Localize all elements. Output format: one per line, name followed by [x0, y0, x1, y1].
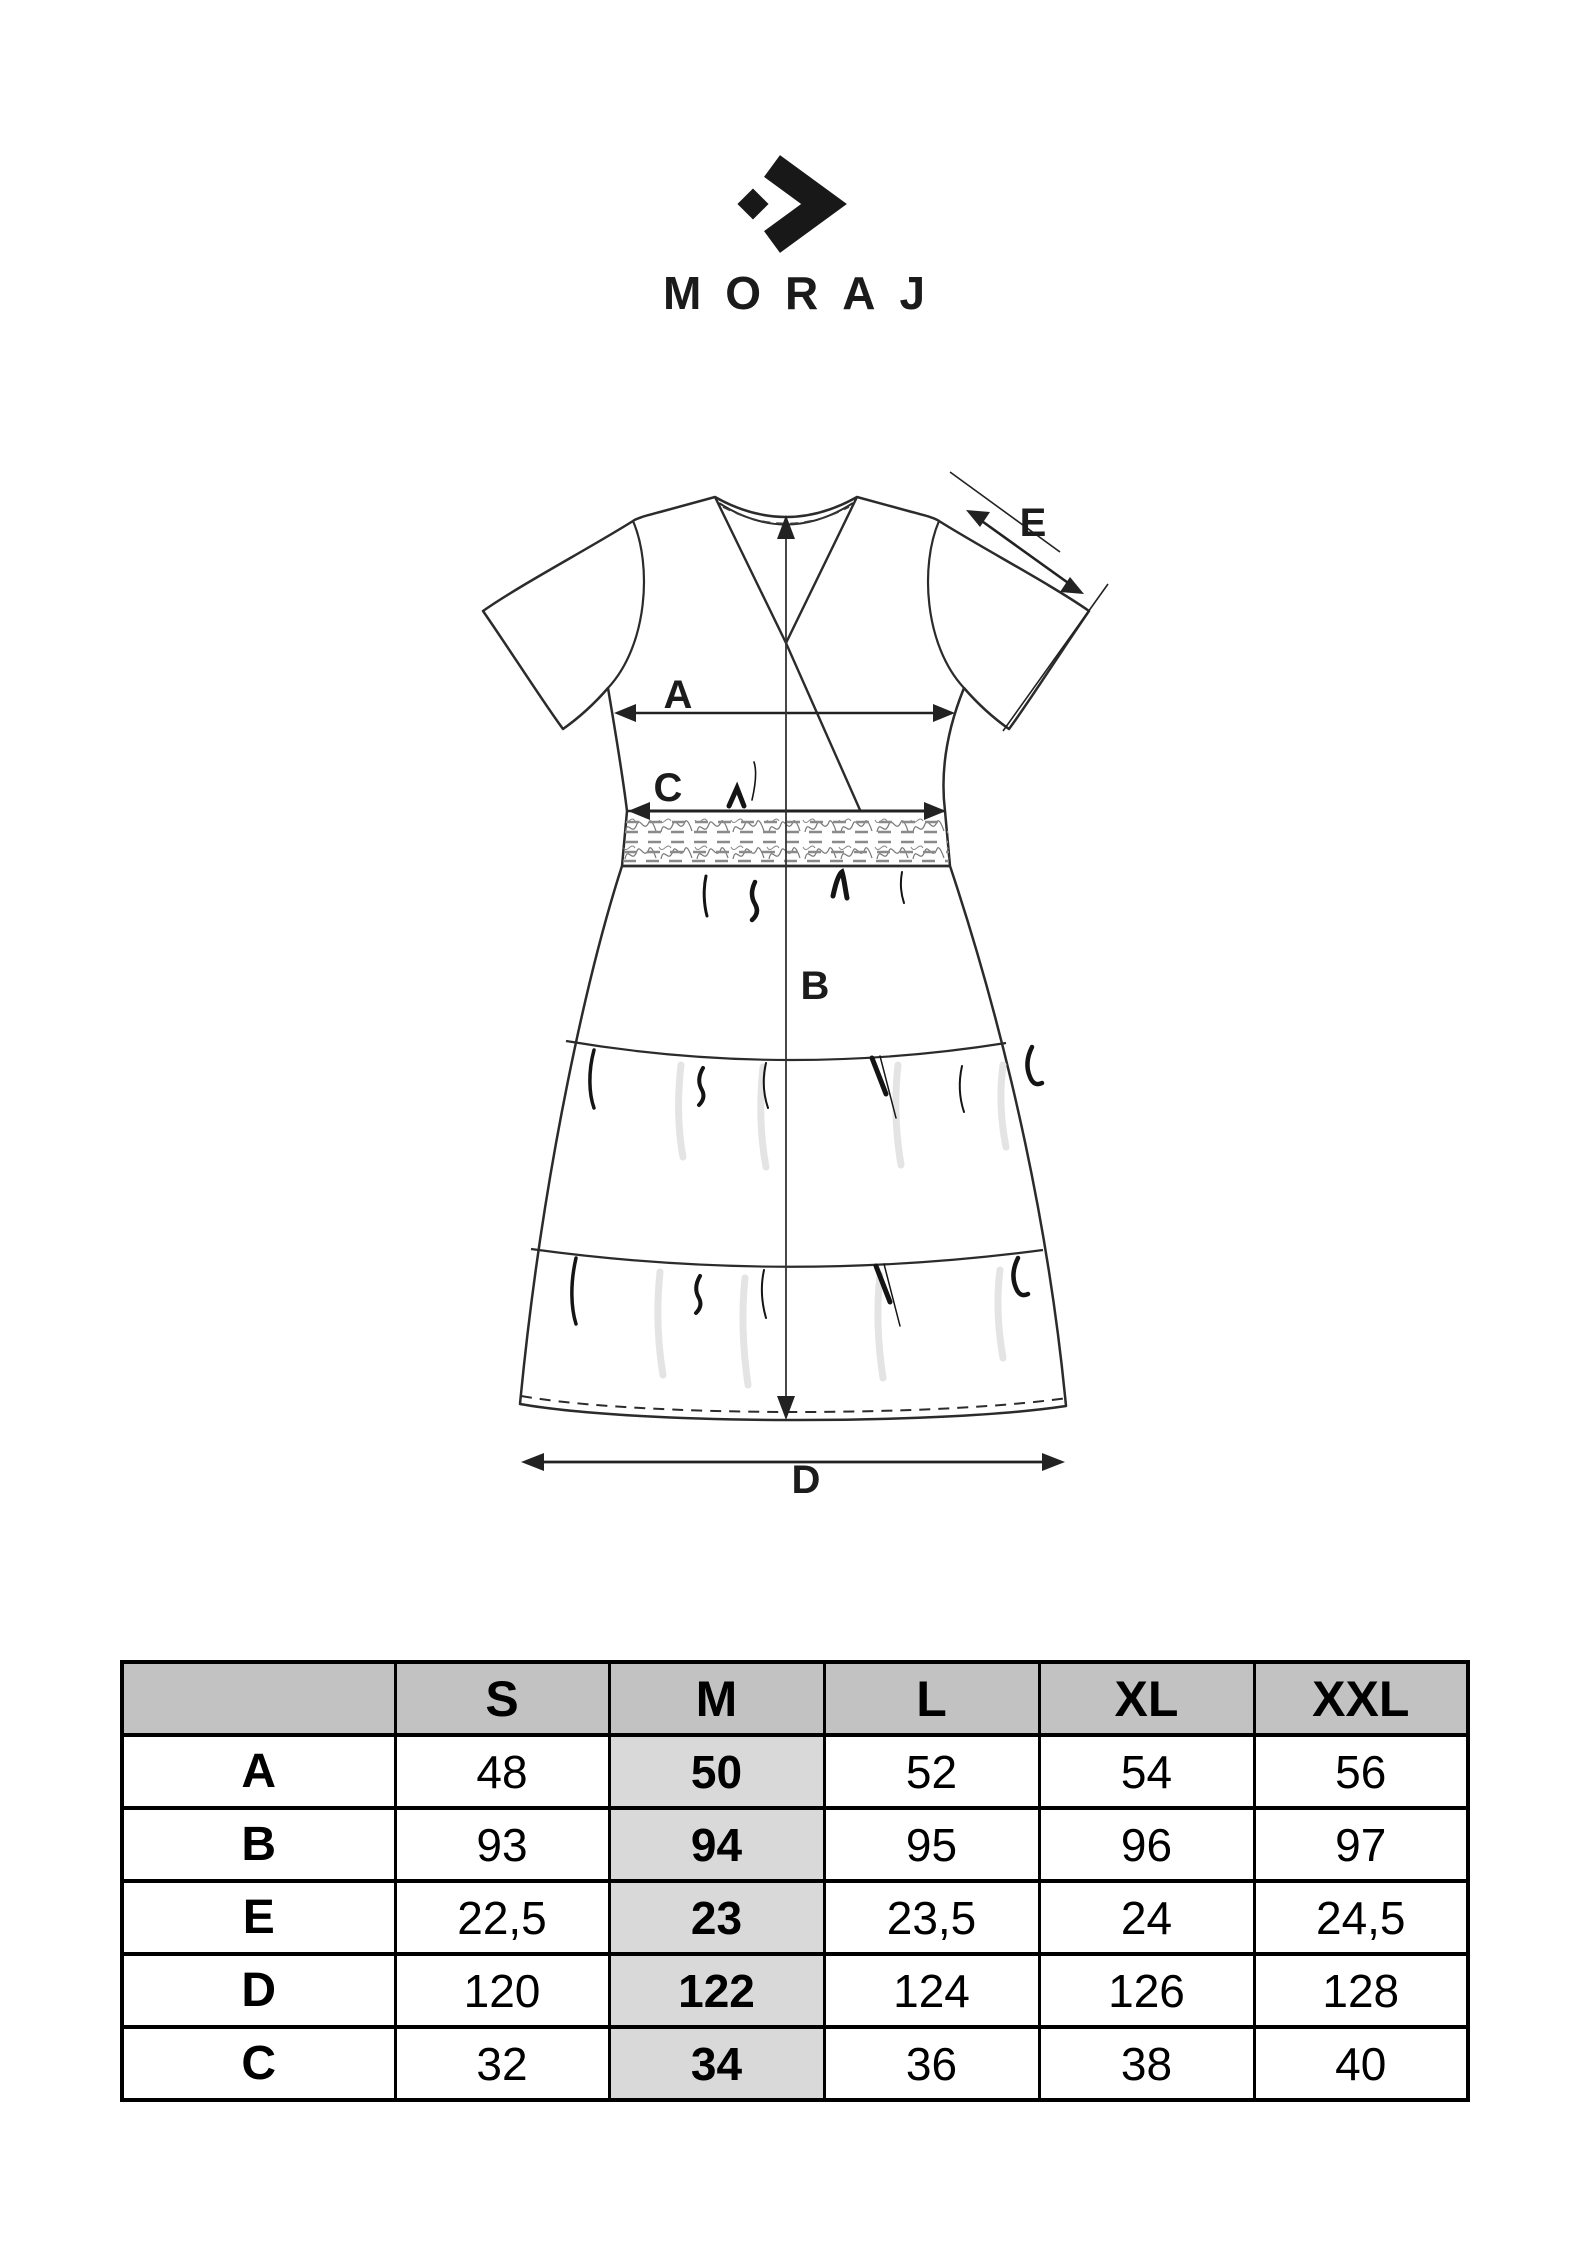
row-label-B: B — [122, 1808, 395, 1881]
table-row-D — [122, 1954, 1468, 2027]
table-cell: 93 — [395, 1808, 609, 1881]
table-cell: 32 — [395, 2027, 609, 2100]
table-cell: 23 — [609, 1881, 824, 1954]
size-table — [120, 1660, 1470, 2102]
table-cell: 122 — [609, 1954, 824, 2027]
table-cell: 94 — [609, 1808, 824, 1881]
table-cell: 24 — [1039, 1881, 1254, 1954]
table-cell: 52 — [824, 1735, 1039, 1808]
col-header-M: M — [609, 1662, 824, 1735]
table-cell: 128 — [1254, 1954, 1468, 2027]
table-row-C — [122, 2027, 1468, 2100]
table-cell: 126 — [1039, 1954, 1254, 2027]
table-cell: 22,5 — [395, 1881, 609, 1954]
table-cell: 48 — [395, 1735, 609, 1808]
col-header-XL: XL — [1039, 1662, 1254, 1735]
table-cell: 23,5 — [824, 1881, 1039, 1954]
table-cell: 120 — [395, 1954, 609, 2027]
col-header-S: S — [395, 1662, 609, 1735]
label-chest-A: A — [663, 673, 693, 717]
label-sleeve-E: E — [1019, 501, 1047, 545]
table-cell: 56 — [1254, 1735, 1468, 1808]
label-hem-D: D — [791, 1458, 821, 1502]
row-label-C: C — [122, 2027, 395, 2100]
col-header-XXL: XXL — [1254, 1662, 1468, 1735]
table-cell: 54 — [1039, 1735, 1254, 1808]
row-label-A: A — [122, 1735, 395, 1808]
table-cell: 24,5 — [1254, 1881, 1468, 1954]
label-waist-C: C — [653, 766, 683, 810]
table-cell: 38 — [1039, 2027, 1254, 2100]
table-row-A — [122, 1735, 1468, 1808]
table-header-row — [122, 1662, 1468, 1735]
row-label-D: D — [122, 1954, 395, 2027]
table-cell: 34 — [609, 2027, 824, 2100]
table-cell: 40 — [1254, 2027, 1468, 2100]
table-cell: 95 — [824, 1808, 1039, 1881]
table-row-B — [122, 1808, 1468, 1881]
table-cell: 36 — [824, 2027, 1039, 2100]
dress-measurement-diagram — [300, 430, 1300, 1530]
table-row-E — [122, 1881, 1468, 1954]
corner-cell — [122, 1662, 395, 1735]
brand-name: MORAJ — [662, 267, 950, 319]
table-cell: 124 — [824, 1954, 1039, 2027]
table-cell: 96 — [1039, 1808, 1254, 1881]
label-length-B: B — [800, 964, 830, 1008]
row-label-E: E — [122, 1881, 395, 1954]
col-header-L: L — [824, 1662, 1039, 1735]
table-cell: 97 — [1254, 1808, 1468, 1881]
moraj-chevron-diamond-icon — [710, 148, 880, 270]
table-cell: 50 — [609, 1735, 824, 1808]
